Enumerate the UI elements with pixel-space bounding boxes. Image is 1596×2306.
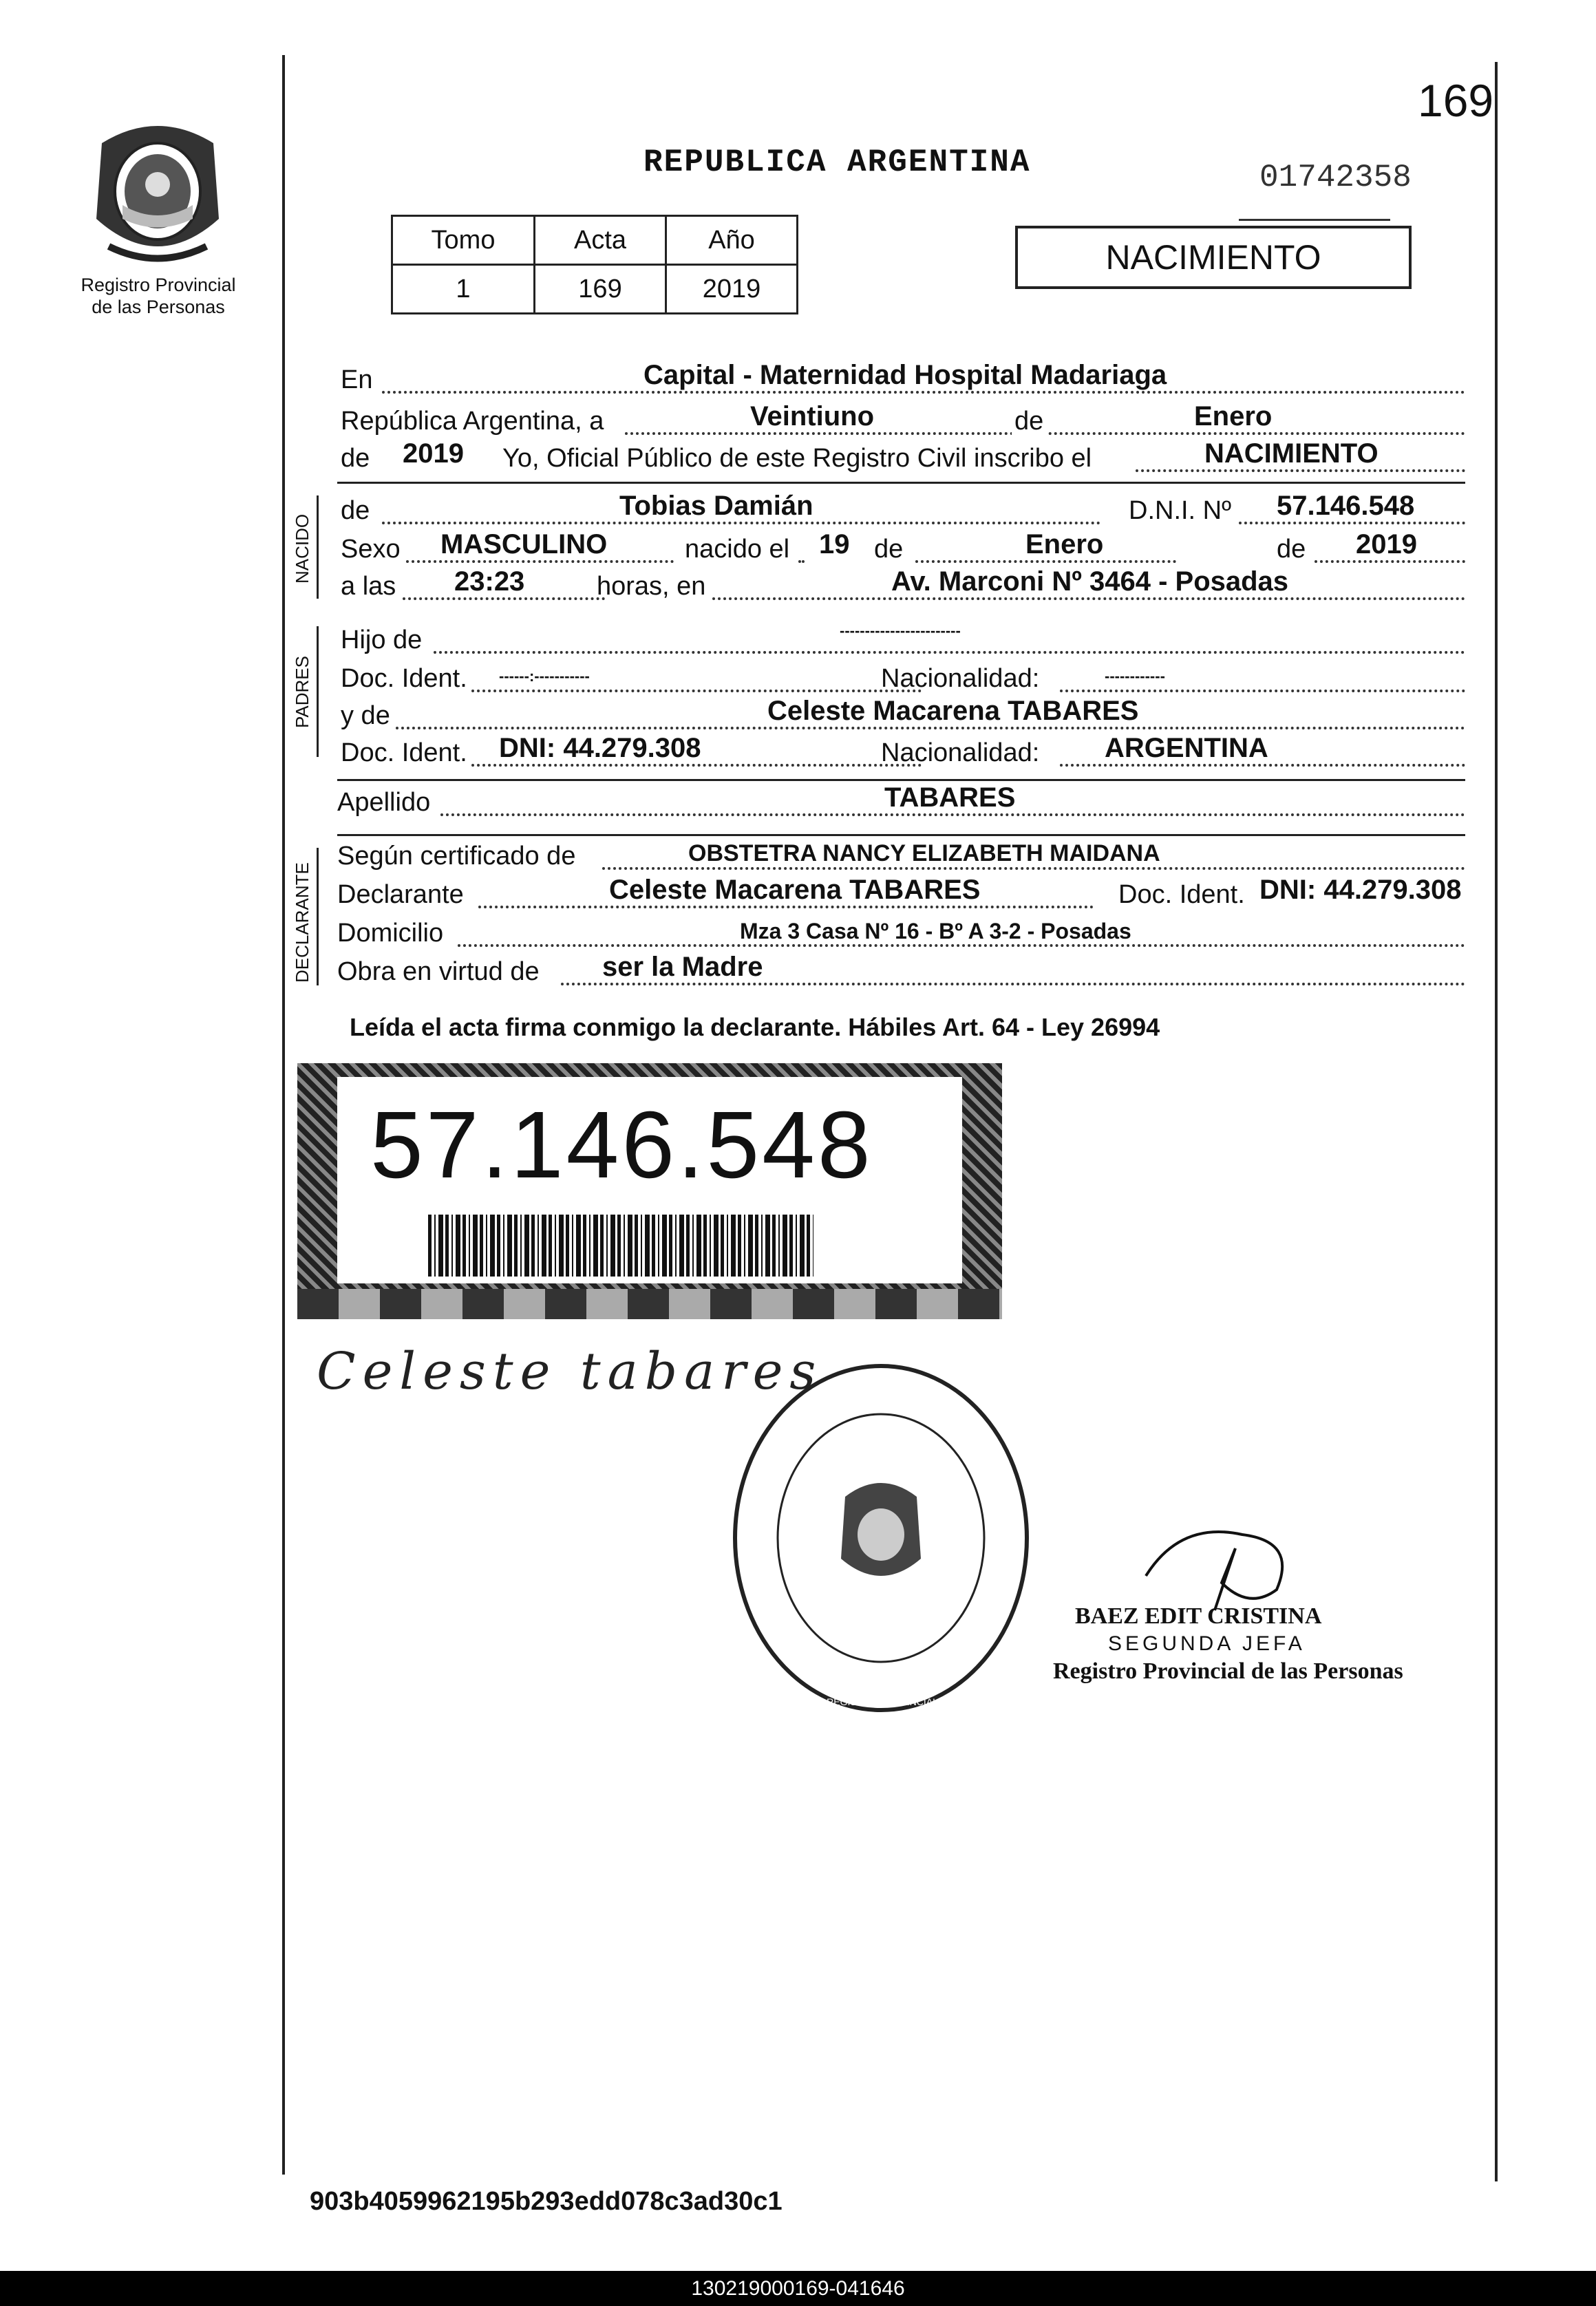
dni-value: 57.146.548 [1277, 491, 1415, 521]
declarante-bracket [317, 848, 319, 985]
official-signature [1139, 1514, 1318, 1617]
child-name: Tobias Damián [619, 491, 813, 521]
label-alas: a las [341, 572, 396, 601]
father-doc: ------:----------- [499, 668, 590, 685]
registry-line2: de las Personas [92, 297, 225, 317]
nacido-bracket [317, 495, 319, 599]
section-padres: PADRES [292, 656, 312, 728]
row-father-doc [337, 663, 1465, 698]
dots [1239, 522, 1465, 524]
sticker-watermark-band [297, 1289, 1002, 1319]
left-margin-line [282, 55, 285, 2175]
dots [915, 560, 1176, 563]
label-apellido: Apellido [337, 788, 431, 817]
label-segun: Según certificado de [337, 842, 576, 871]
dots [458, 944, 1465, 947]
section-nacido: NACIDO [292, 513, 312, 584]
dots [798, 560, 805, 563]
father-nat: ------------ [1105, 668, 1165, 685]
label-declarante: Declarante [337, 880, 464, 909]
official-stamp [728, 1359, 1034, 1717]
register-table [391, 215, 798, 314]
capacity-value: ser la Madre [602, 952, 763, 982]
mother-doc: DNI: 44.279.308 [499, 733, 701, 763]
row-domicile [337, 918, 1465, 952]
row-father [337, 622, 1465, 659]
mother-nat: ARGENTINA [1105, 733, 1268, 763]
row-capacity [337, 952, 1465, 991]
country-title: REPUBLICA ARGENTINA [643, 145, 1031, 180]
official-role: SEGUNDA JEFA [1108, 1632, 1306, 1655]
dots [602, 867, 1465, 870]
right-margin-line [1495, 62, 1498, 2181]
dots [382, 522, 1100, 524]
declarant-doc: DNI: 44.279.308 [1259, 875, 1462, 905]
dots [440, 813, 1465, 816]
month-value: Enero [1194, 401, 1273, 431]
official-office: Registro Provincial de las Personas [1053, 1658, 1403, 1684]
label-hijo: Hijo de [341, 626, 423, 654]
label-de: de [1012, 407, 1046, 436]
label-doc3: Doc. Ident. [1118, 880, 1245, 909]
row-mother-doc [337, 733, 1465, 772]
dots [382, 391, 1465, 394]
row-certifier [337, 841, 1465, 875]
surname-value: TABARES [884, 782, 1016, 813]
official-name: BAEZ EDIT CRISTINA [1075, 1603, 1322, 1629]
father-value: ------------------------ [840, 622, 961, 639]
page-number: 169 [1418, 75, 1494, 126]
declarant-signature: Celeste tabares [317, 1342, 823, 1401]
label-obra: Obra en virtud de [337, 957, 540, 986]
label-republica: República Argentina, a [341, 407, 604, 436]
value-ano: 2019 [666, 265, 798, 314]
label-de2: de [341, 444, 370, 473]
official-text: Yo, Oficial Público de este Registro Civil inscribo el [502, 444, 1092, 473]
serial-number: 01742358 [1259, 160, 1412, 195]
header-tomo: Tomo [392, 216, 535, 265]
row-declarant [337, 875, 1465, 914]
dots [712, 597, 1465, 600]
label-domicilio: Domicilio [337, 919, 444, 948]
birth-year: 2019 [1356, 529, 1417, 559]
dots [471, 690, 922, 692]
mother-value: Celeste Macarena TABARES [767, 696, 1139, 726]
domicile-value: Mza 3 Casa Nº 16 - Bº A 3-2 - Posadas [740, 919, 1131, 943]
dots [561, 983, 1465, 985]
birth-day: 19 [819, 529, 850, 559]
dots [406, 560, 674, 563]
section-separator-2 [337, 779, 1465, 781]
label-en: En [341, 365, 373, 394]
footer-bar [0, 2271, 1596, 2306]
sticker-inner [337, 1077, 962, 1283]
label-dni: D.N.I. Nº [1129, 496, 1231, 525]
time-value: 23:23 [454, 566, 525, 597]
label-nac: Nacionalidad: [881, 664, 1040, 693]
dni-sticker [297, 1063, 1002, 1319]
dots [396, 727, 1465, 729]
value-acta: 169 [535, 265, 666, 314]
dots [1060, 764, 1465, 767]
address-value: Av. Marconi Nº 3464 - Posadas [891, 566, 1289, 597]
record-type-box: NACIMIENTO [1015, 226, 1412, 289]
label-doc2: Doc. Ident. [341, 738, 467, 767]
declarant-value: Celeste Macarena TABARES [609, 875, 981, 905]
registry-name [62, 274, 255, 318]
label-de4: de [874, 535, 904, 564]
dots [1060, 690, 1465, 692]
label-horas: horas, en [597, 572, 706, 601]
place-value: Capital - Maternidad Hospital Madariaga [643, 360, 1167, 390]
header-acta: Acta [535, 216, 666, 265]
registry-line1: Registro Provincial [81, 275, 236, 295]
row-time [337, 566, 1465, 606]
value-tomo: 1 [392, 265, 535, 314]
row-birth [337, 529, 1465, 568]
label-doc: Doc. Ident. [341, 664, 467, 693]
act-value: NACIMIENTO [1204, 438, 1379, 469]
row-place [337, 360, 1465, 399]
label-nacido: nacido el [685, 535, 790, 564]
label-de5: de [1277, 535, 1306, 564]
dots [403, 597, 605, 600]
label-sexo: Sexo [341, 535, 401, 564]
padres-bracket [317, 626, 319, 757]
section-declarante: DECLARANTE [292, 862, 312, 983]
row-act [337, 438, 1465, 478]
footer-code: 130219000169-041646 [691, 2277, 905, 2300]
sticker-number: 57.146.548 [370, 1092, 873, 1198]
dots [471, 764, 922, 767]
row-surname [337, 782, 1465, 822]
day-word: Veintiuno [750, 401, 874, 431]
sex-value: MASCULINO [440, 529, 608, 559]
section-separator-3 [337, 834, 1465, 836]
row-date [337, 401, 1465, 440]
label-nac2: Nacionalidad: [881, 738, 1040, 767]
birth-month: Enero [1025, 529, 1104, 559]
stamp-outer-text: DIRECC. GRAL. DEL REGISTRO PROVINCIAL DE LAS PERSONAS [732, 1696, 1031, 1707]
dots [478, 906, 1094, 908]
label-de3: de [341, 496, 370, 525]
section-separator [337, 482, 1465, 484]
document-hash: 903b4059962195b293edd078c3ad30c1 [310, 2187, 783, 2216]
dots [434, 651, 1465, 654]
certifier-value: OBSTETRA NANCY ELIZABETH MAIDANA [688, 840, 1160, 866]
barcode [428, 1215, 813, 1277]
serial-underline [1239, 219, 1390, 221]
closing-text: Leída el acta firma conmigo la declarante. Hábiles Art. 64 - Ley 26994 [350, 1013, 1160, 1041]
year-value: 2019 [403, 438, 464, 469]
dots [1315, 560, 1465, 563]
province-seal-logo [81, 116, 234, 268]
row-name [337, 491, 1465, 530]
label-yde: y de [341, 701, 390, 730]
row-mother [337, 696, 1465, 735]
dots [1136, 469, 1465, 472]
header-ano: Año [666, 216, 798, 265]
